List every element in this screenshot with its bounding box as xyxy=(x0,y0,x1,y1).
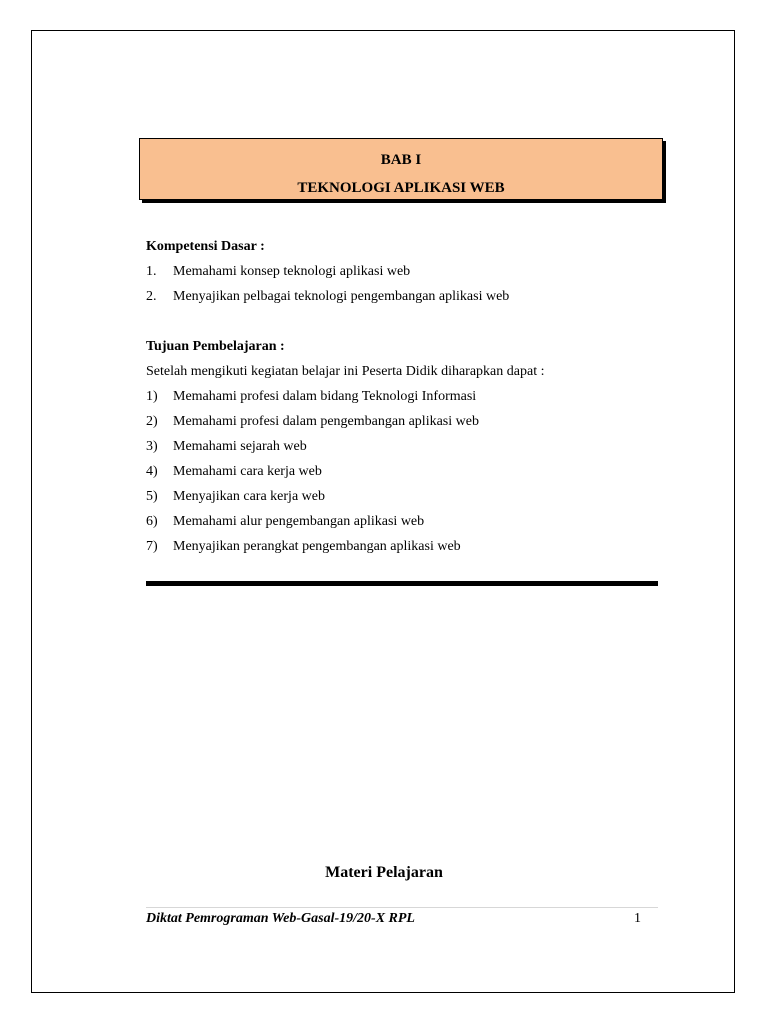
list-item-text: Memahami sejarah web xyxy=(173,439,307,454)
list-item-number: 3) xyxy=(146,439,158,454)
tujuan-heading: Tujuan Pembelajaran : xyxy=(146,339,285,354)
list-item-text: Memahami konsep teknologi aplikasi web xyxy=(173,264,411,279)
list-item xyxy=(146,287,658,312)
list-item-text: Memahami profesi dalam bidang Teknologi Informasi xyxy=(173,389,477,404)
list-item xyxy=(146,512,658,537)
footer-divider xyxy=(146,907,658,908)
chapter-title: TEKNOLOGI APLIKASI WEB xyxy=(297,180,505,196)
page-number: 1 xyxy=(634,911,641,926)
footer-title: Diktat Pemrograman Web-Gasal-19/20-X RPL xyxy=(146,911,415,926)
list-item-number: 1. xyxy=(146,264,157,279)
chapter-number: BAB I xyxy=(380,152,422,168)
list-item xyxy=(146,462,658,487)
content xyxy=(146,237,658,562)
list-item-number: 6) xyxy=(146,514,158,529)
spacer xyxy=(146,312,658,337)
materi-heading: Materi Pelajaran xyxy=(325,864,443,881)
list-item xyxy=(146,487,658,512)
list-item-number: 7) xyxy=(146,539,158,554)
list-item-text: Memahami alur pengembangan aplikasi web xyxy=(173,514,425,529)
kompetensi-heading: Kompetensi Dasar : xyxy=(146,239,265,254)
list-item-text: Memahami cara kerja web xyxy=(173,464,322,479)
list-item-number: 2. xyxy=(146,289,157,304)
list-item xyxy=(146,412,658,437)
list-item-text: Menyajikan pelbagai teknologi pengembangan aplikasi web xyxy=(173,289,510,304)
list-item-text: Menyajikan perangkat pengembangan aplikasi web xyxy=(173,539,461,554)
section-divider xyxy=(146,581,658,586)
list-item-text: Menyajikan cara kerja web xyxy=(173,489,325,504)
list-item-number: 1) xyxy=(146,389,158,404)
list-item-text: Memahami profesi dalam pengembangan aplikasi web xyxy=(173,414,479,429)
tujuan-intro: Setelah mengikuti kegiatan belajar ini Peserta Didik diharapkan dapat : xyxy=(146,364,545,379)
list-item-number: 4) xyxy=(146,464,158,479)
list-item xyxy=(146,262,658,287)
chapter-title-box xyxy=(139,138,663,200)
list-item xyxy=(146,387,658,412)
list-item xyxy=(146,537,658,562)
list-item-number: 5) xyxy=(146,489,158,504)
list-item-number: 2) xyxy=(146,414,158,429)
list-item xyxy=(146,437,658,462)
